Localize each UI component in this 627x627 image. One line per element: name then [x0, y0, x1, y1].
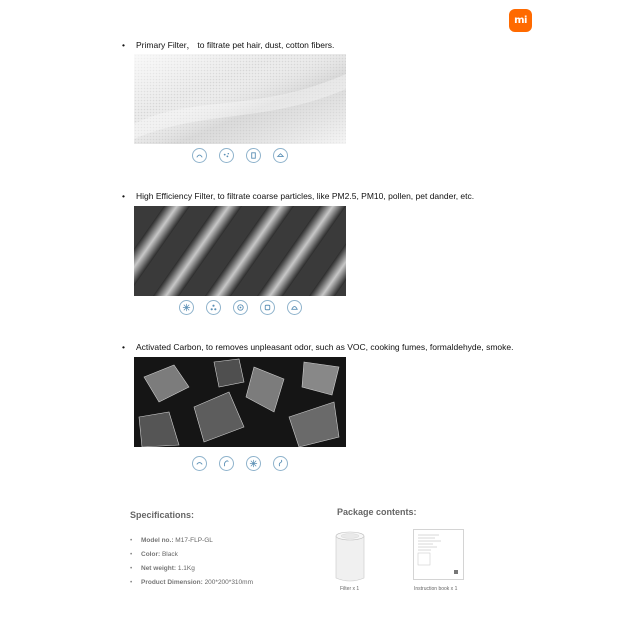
primary-filter-photo — [134, 54, 346, 144]
pet-dander-icon — [287, 300, 302, 315]
carbon-filter-text: Activated Carbon, to removes unpleasant odor, such as VOC, cooking fumes, formaldehyde, smoke. — [136, 342, 514, 352]
mi-logo: mi — [509, 9, 532, 32]
pm-icon — [233, 300, 248, 315]
spec-item-color: • Color: Black — [130, 551, 178, 558]
pet-hair-icon — [192, 148, 207, 163]
primary-filter-bullet: • Primary Filter， to filtrate pet hair, dust, cotton fibers. — [122, 40, 335, 50]
spec-item-weight: • Net weight: 1.1Kg — [130, 565, 195, 572]
manual-icon — [413, 529, 464, 580]
specifications-title: Specifications: — [130, 510, 195, 520]
filter-cylinder-icon — [330, 530, 370, 584]
formaldehyde-icon — [246, 456, 261, 471]
hepa-filter-photo — [134, 206, 346, 296]
primary-filter-text: Primary Filter， to filtrate pet hair, dust, cotton fibers. — [136, 40, 335, 50]
fabric-icon — [273, 148, 288, 163]
spec-item-model: • Model no.: M17-FLP-GL — [130, 537, 213, 544]
package-contents-title: Package contents: — [337, 507, 417, 517]
hepa-filter-text: High Efficiency Filter, to filtrate coarse particles, like PM2.5, PM10, pollen, pet dander, etc. — [136, 191, 475, 201]
primary-filter-icons — [134, 148, 346, 163]
carbon-filter-bullet: • Activated Carbon, to removes unpleasant odor, such as VOC, cooking fumes, formaldehyde, smoke. — [122, 342, 514, 352]
cotton-fiber-icon — [246, 148, 261, 163]
pollen-icon — [179, 300, 194, 315]
bacteria-icon — [260, 300, 275, 315]
manual-caption: Instruction book x 1 — [414, 586, 458, 592]
spec-item-dimension: • Product Dimension: 200*200*310mm — [130, 579, 253, 586]
particles-icon — [206, 300, 221, 315]
cooking-fumes-icon — [219, 456, 234, 471]
hepa-filter-bullet: • High Efficiency Filter, to filtrate coarse particles, like PM2.5, PM10, pollen, pet dander, etc. — [122, 191, 475, 201]
voc-icon — [192, 456, 207, 471]
carbon-filter-photo — [134, 357, 346, 447]
dust-icon — [219, 148, 234, 163]
carbon-filter-icons — [134, 456, 346, 471]
hepa-filter-icons — [134, 300, 346, 315]
smoke-icon — [273, 456, 288, 471]
specifications-list — [130, 534, 253, 590]
filter-caption: Filter x 1 — [340, 586, 360, 592]
